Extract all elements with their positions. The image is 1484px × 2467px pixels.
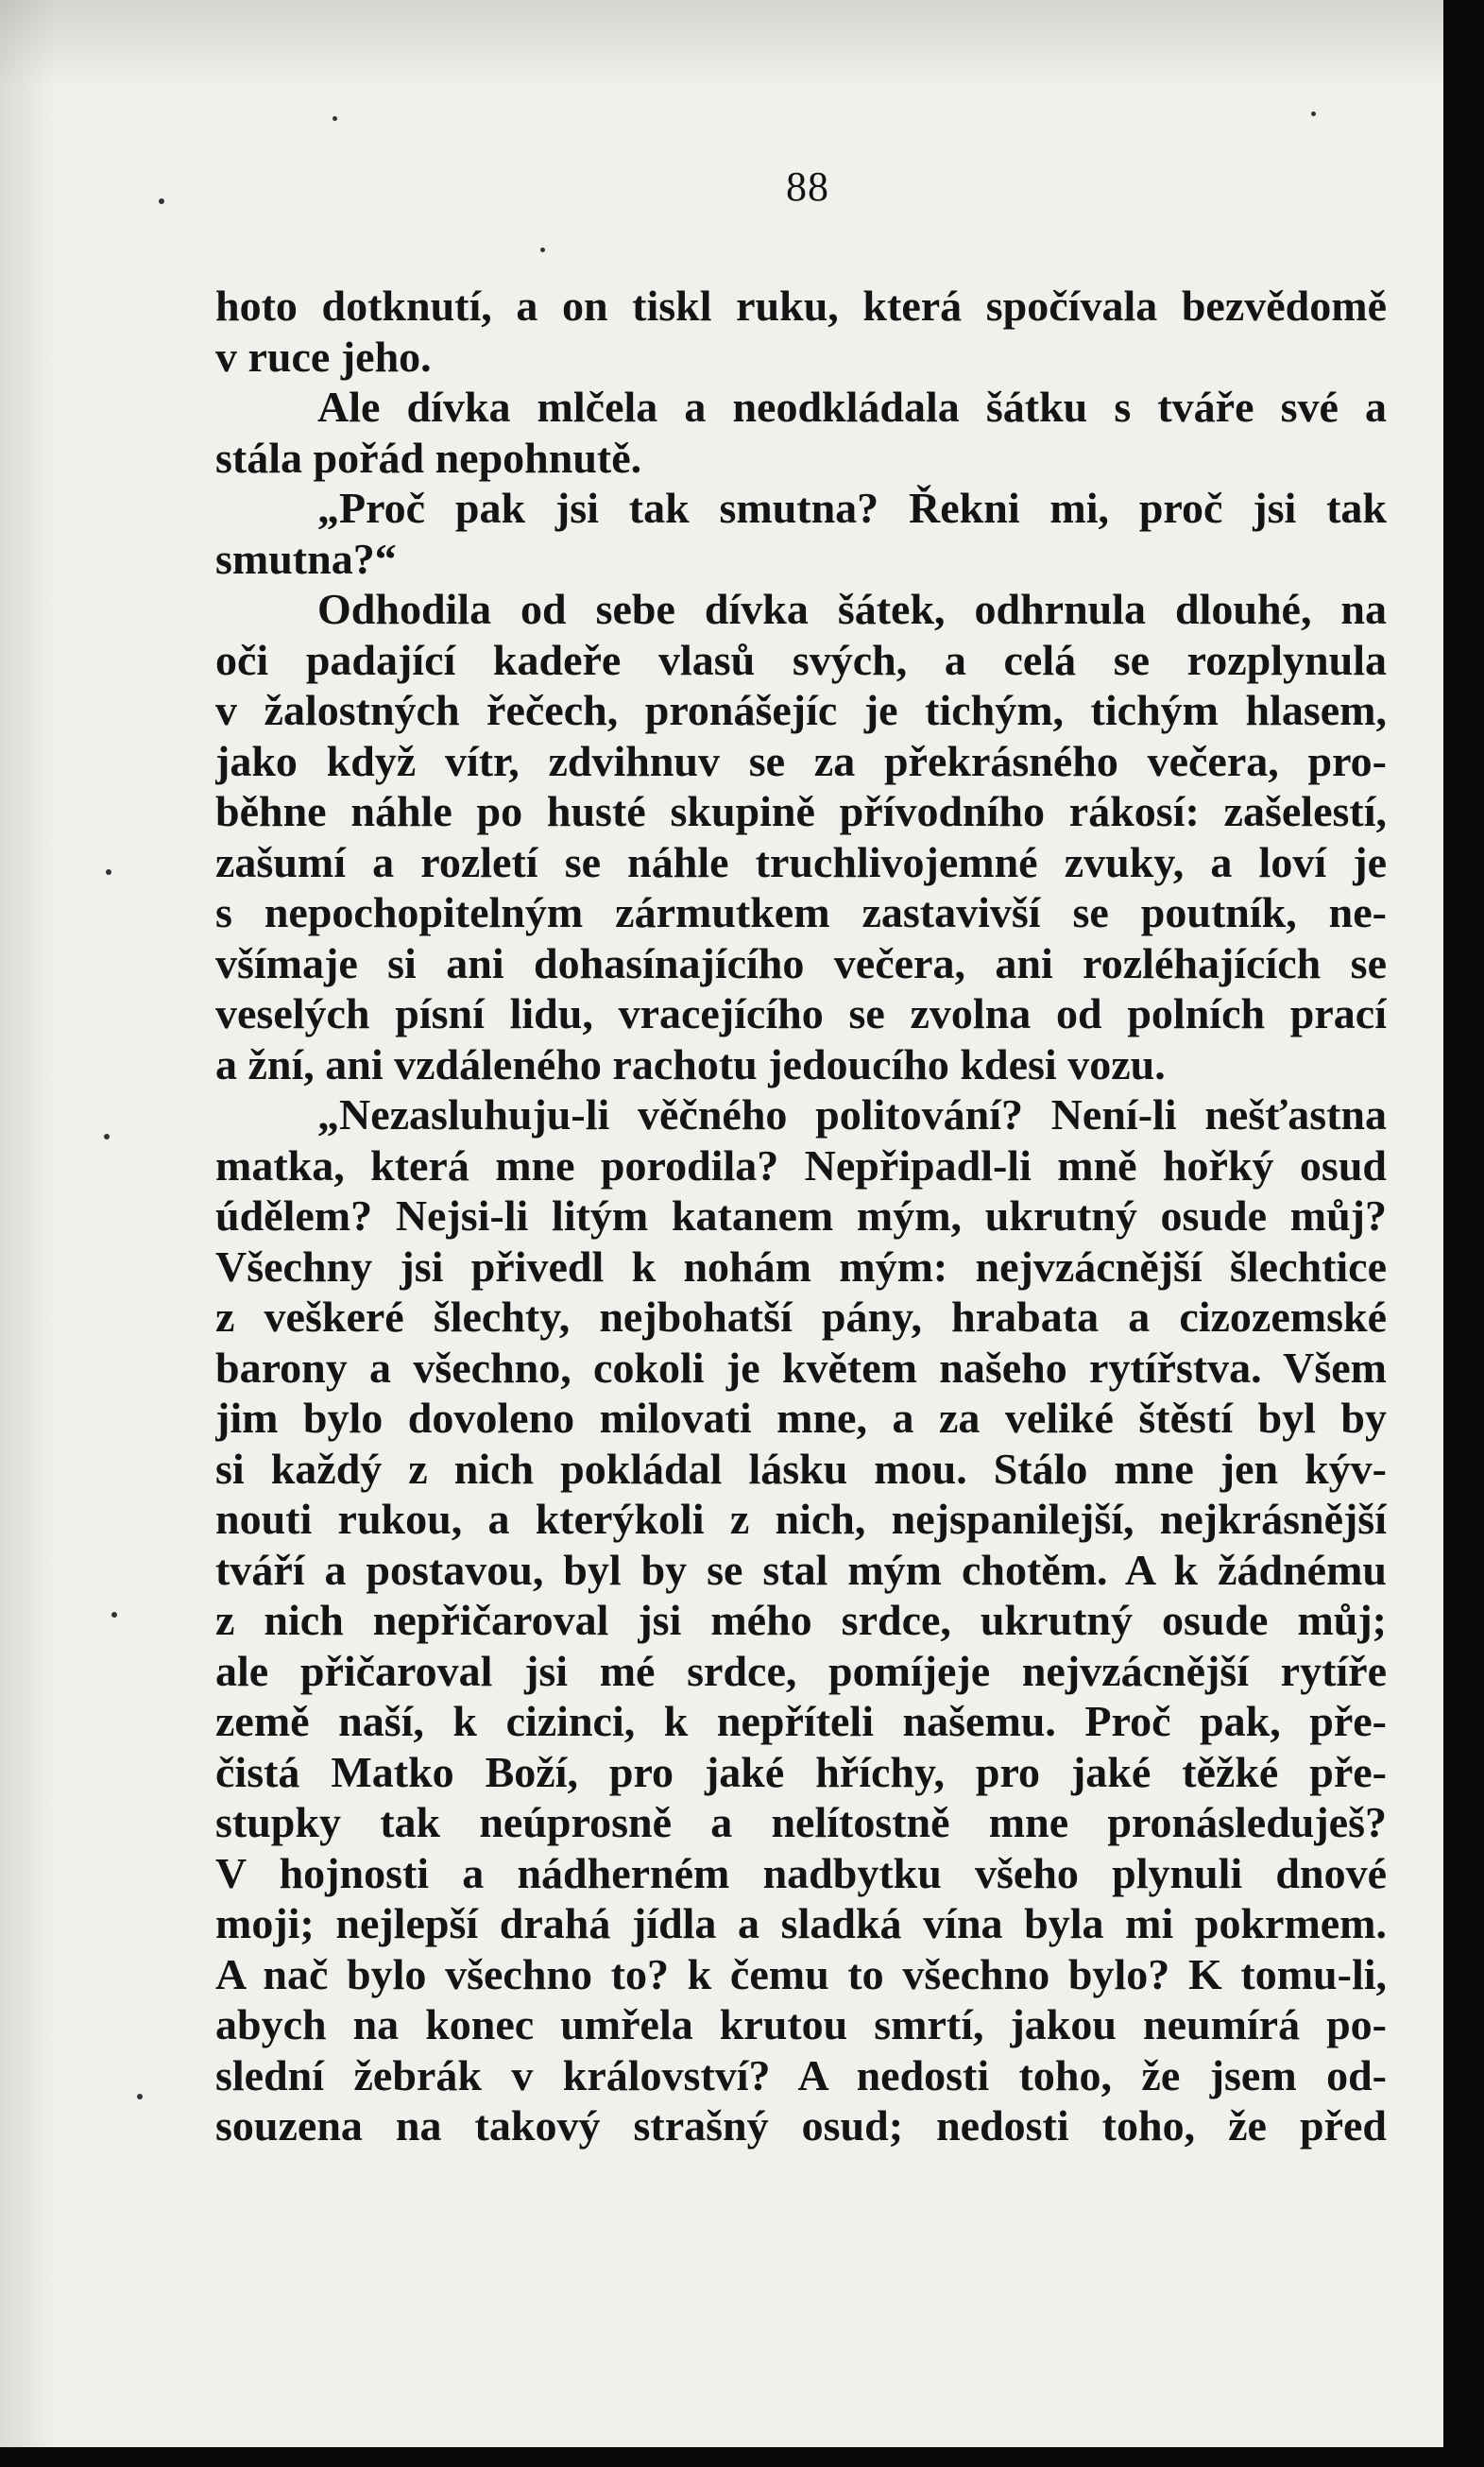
text-line: „Proč pak jsi tak smutna? Řekni mi, proč jsi tak xyxy=(317,484,1387,532)
text-line: Odhodila od sebe dívka šátek, odhrnula dlouhé, na xyxy=(317,585,1387,633)
scan-border-right xyxy=(1443,0,1484,2467)
text-line: abych na konec umřela krutou smrtí, jakou neumírá po- xyxy=(215,2000,1387,2048)
text-line: V hojnosti a nádherném nadbytku všeho plynuli dnové xyxy=(215,1848,1387,1897)
body-text xyxy=(215,281,1387,2151)
text-line: matka, která mne porodila? Nepřipadl-li mně hořký osud xyxy=(215,1140,1387,1190)
text-line: souzena na takový strašný osud; nedosti toho, že před xyxy=(215,2101,1387,2150)
text-line: Ale dívka mlčela a neodkládala šátku s tváře své a xyxy=(317,383,1387,431)
scan-speck xyxy=(137,2094,143,2099)
scan-border-bottom xyxy=(0,2447,1484,2467)
text-line: zašumí a rozletí se náhle truchlivojemné zvuky, a loví je xyxy=(215,837,1387,886)
text-line: v žalostných řečech, pronášejíc je tichým, tichým hlasem, xyxy=(215,686,1387,734)
text-line: nouti rukou, a kterýkoli z nich, nejspanilejší, nejkrásnější xyxy=(215,1495,1387,1543)
text-line: A nač bylo všechno to? k čemu to všechno bylo? K tomu-li, xyxy=(215,1949,1387,1998)
text-line: hoto dotknutí, a on tiskl ruku, která spočívala bezvědomě xyxy=(215,282,1387,330)
text-line: všímaje si ani dohasínajícího večera, ani rozléhajících se xyxy=(215,938,1387,987)
scan-speck xyxy=(104,1134,110,1139)
text-line: běhne náhle po husté skupině přívodního rákosí: zašelestí, xyxy=(215,787,1387,835)
text-line: stupky tak neúprosně a nelítostně mne pronásleduješ? xyxy=(215,1798,1387,1846)
text-line: v ruce jeho. xyxy=(215,332,432,381)
page-number: 88 xyxy=(786,163,829,210)
text-line: Všechny jsi přivedl k nohám mým: nejvzácnější šlechtice xyxy=(215,1242,1387,1291)
text-line: moji; nejlepší drahá jídla a sladká vína byla mi pokrmem. xyxy=(215,1899,1387,1947)
text-line: tváří a postavou, byl by se stal mým chotěm. A k žádnému xyxy=(215,1545,1387,1594)
text-line: údělem? Nejsi-li litým katanem mým, ukrutný osude můj? xyxy=(215,1191,1387,1240)
text-line: barony a všechno, cokoli je květem našeho rytířstva. Všem xyxy=(215,1343,1387,1392)
text-line: země naší, k cizinci, k nepříteli našemu. Proč pak, pře- xyxy=(215,1697,1387,1745)
scan-speck xyxy=(1311,111,1316,116)
text-line: jim bylo dovoleno milovati mne, a za veliké štěstí byl by xyxy=(215,1394,1387,1442)
text-line: veselých písní lidu, vracejícího se zvolna od polních prací xyxy=(215,989,1387,1037)
scan-speck xyxy=(111,1612,117,1618)
text-line: z nich nepřičaroval jsi mého srdce, ukrutný osude můj; xyxy=(215,1596,1387,1644)
text-line: „Nezasluhuju-li věčného politování? Není-li nešťastna xyxy=(317,1090,1387,1139)
text-line: z veškeré šlechty, nejbohatší pány, hrabata a cizozemské xyxy=(215,1293,1387,1341)
text-line: oči padající kadeře vlasů svých, a celá se rozplynula xyxy=(215,635,1387,684)
scan-speck xyxy=(540,248,545,252)
text-line: jako když vítr, zdvihnuv se za překrásného večera, pro- xyxy=(215,736,1387,785)
scan-speck xyxy=(159,198,164,204)
text-line: slední žebrák v království? A nedosti toho, že jsem od- xyxy=(215,2050,1387,2099)
text-line: stála pořád nepohnutě. xyxy=(215,433,642,482)
text-line: s nepochopitelným zármutkem zastavivší se poutník, ne- xyxy=(215,888,1387,936)
text-line: smutna?“ xyxy=(215,534,397,583)
text-line: ale přičaroval jsi mé srdce, pomíjeje nejvzácnější rytíře xyxy=(215,1646,1387,1695)
scan-speck xyxy=(333,116,337,121)
scan-speck xyxy=(106,869,111,875)
text-line: si každý z nich pokládal lásku mou. Stálo mne jen kýv- xyxy=(215,1444,1387,1493)
text-line: čistá Matko Boží, pro jaké hříchy, pro jaké těžké pře- xyxy=(215,1747,1387,1796)
text-line: a žní, ani vzdáleného rachotu jedoucího kdesi vozu. xyxy=(215,1039,1166,1088)
